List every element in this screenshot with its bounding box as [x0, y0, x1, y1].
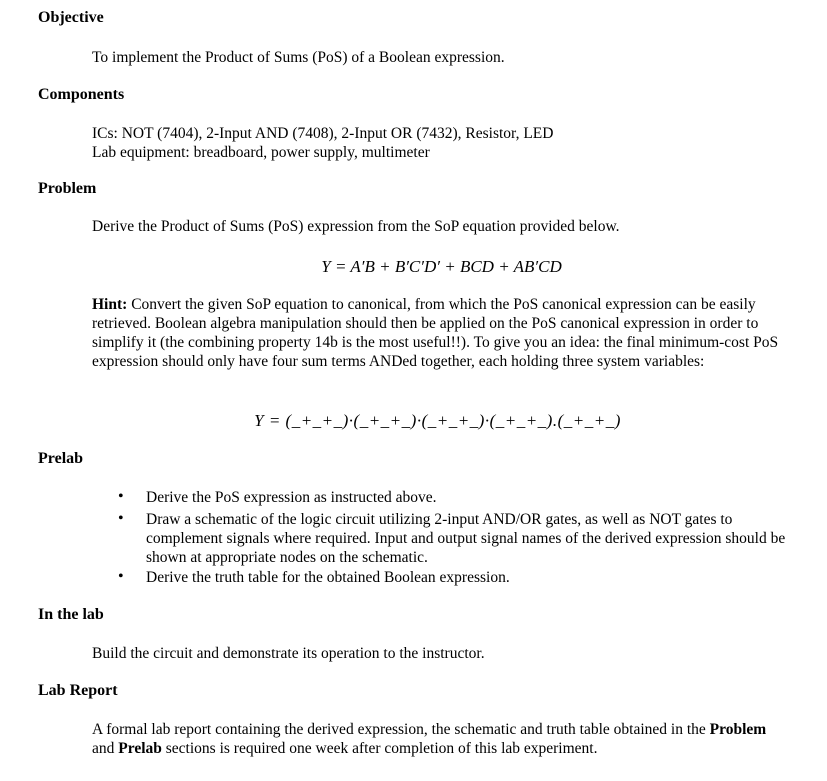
bullet-icon: •	[118, 488, 124, 505]
lab-report-text-b: and	[92, 740, 119, 757]
in-the-lab-heading: In the lab	[38, 606, 104, 623]
prelab-heading: Prelab	[38, 450, 84, 467]
components-equipment: Lab equipment: breadboard, power supply, multimeter	[92, 144, 430, 161]
hint-label: Hint:	[92, 296, 128, 313]
prelab-item-text: Derive the truth table for the obtained Boolean expression.	[146, 569, 510, 586]
prelab-item-text: Derive the PoS expression as instructed above.	[146, 489, 437, 506]
hint-paragraph	[92, 295, 792, 371]
problem-text: Derive the Product of Sums (PoS) expression from the SoP equation provided below.	[92, 218, 620, 235]
sop-equation: Y = A′B + B′C′D′ + BCD + AB′CD	[321, 257, 562, 276]
hint-text: Convert the given SoP equation to canonical, from which the PoS canonical expression can be easily retrieved. Boolean algebra manipulation should then be applied on the PoS canonical expression in order to simplify it (the combining property 14b is the most useful!!). To give you an idea: the final minimum-cost PoS expression should only have four sum terms ANDed together, each holding three system variables:	[92, 296, 779, 370]
components-heading: Components	[38, 86, 125, 103]
lab-report-heading: Lab Report	[38, 682, 118, 699]
lab-report-bold-problem: Problem	[709, 721, 767, 738]
objective-heading: Objective	[38, 9, 104, 26]
bullet-icon: •	[118, 568, 124, 585]
problem-heading: Problem	[38, 180, 97, 197]
objective-text: To implement the Product of Sums (PoS) of a Boolean expression.	[92, 49, 505, 66]
components-ics: ICs: NOT (7404), 2-Input AND (7408), 2-Input OR (7432), Resistor, LED	[92, 125, 554, 142]
lab-report-text-c: sections is required one week after completion of this lab experiment.	[161, 740, 598, 757]
pos-template-equation: Y = (_+_+_)·(_+_+_)·(_+_+_)·(_+_+_).(_+_+_)	[254, 411, 621, 430]
lab-report-text-a: A formal lab report containing the derived expression, the schematic and truth table obtained in the	[92, 721, 710, 738]
lab-report-bold-prelab: Prelab	[118, 740, 162, 757]
in-the-lab-text: Build the circuit and demonstrate its operation to the instructor.	[92, 645, 485, 662]
lab-report-text	[92, 720, 792, 758]
prelab-item-text: Draw a schematic of the logic circuit utilizing 2-input AND/OR gates, as well as NOT gates to complement signals where required. Input and output signal names of the derived expression should be shown at appropriate nodes on the schematic.	[146, 511, 786, 566]
bullet-icon: •	[118, 510, 124, 527]
